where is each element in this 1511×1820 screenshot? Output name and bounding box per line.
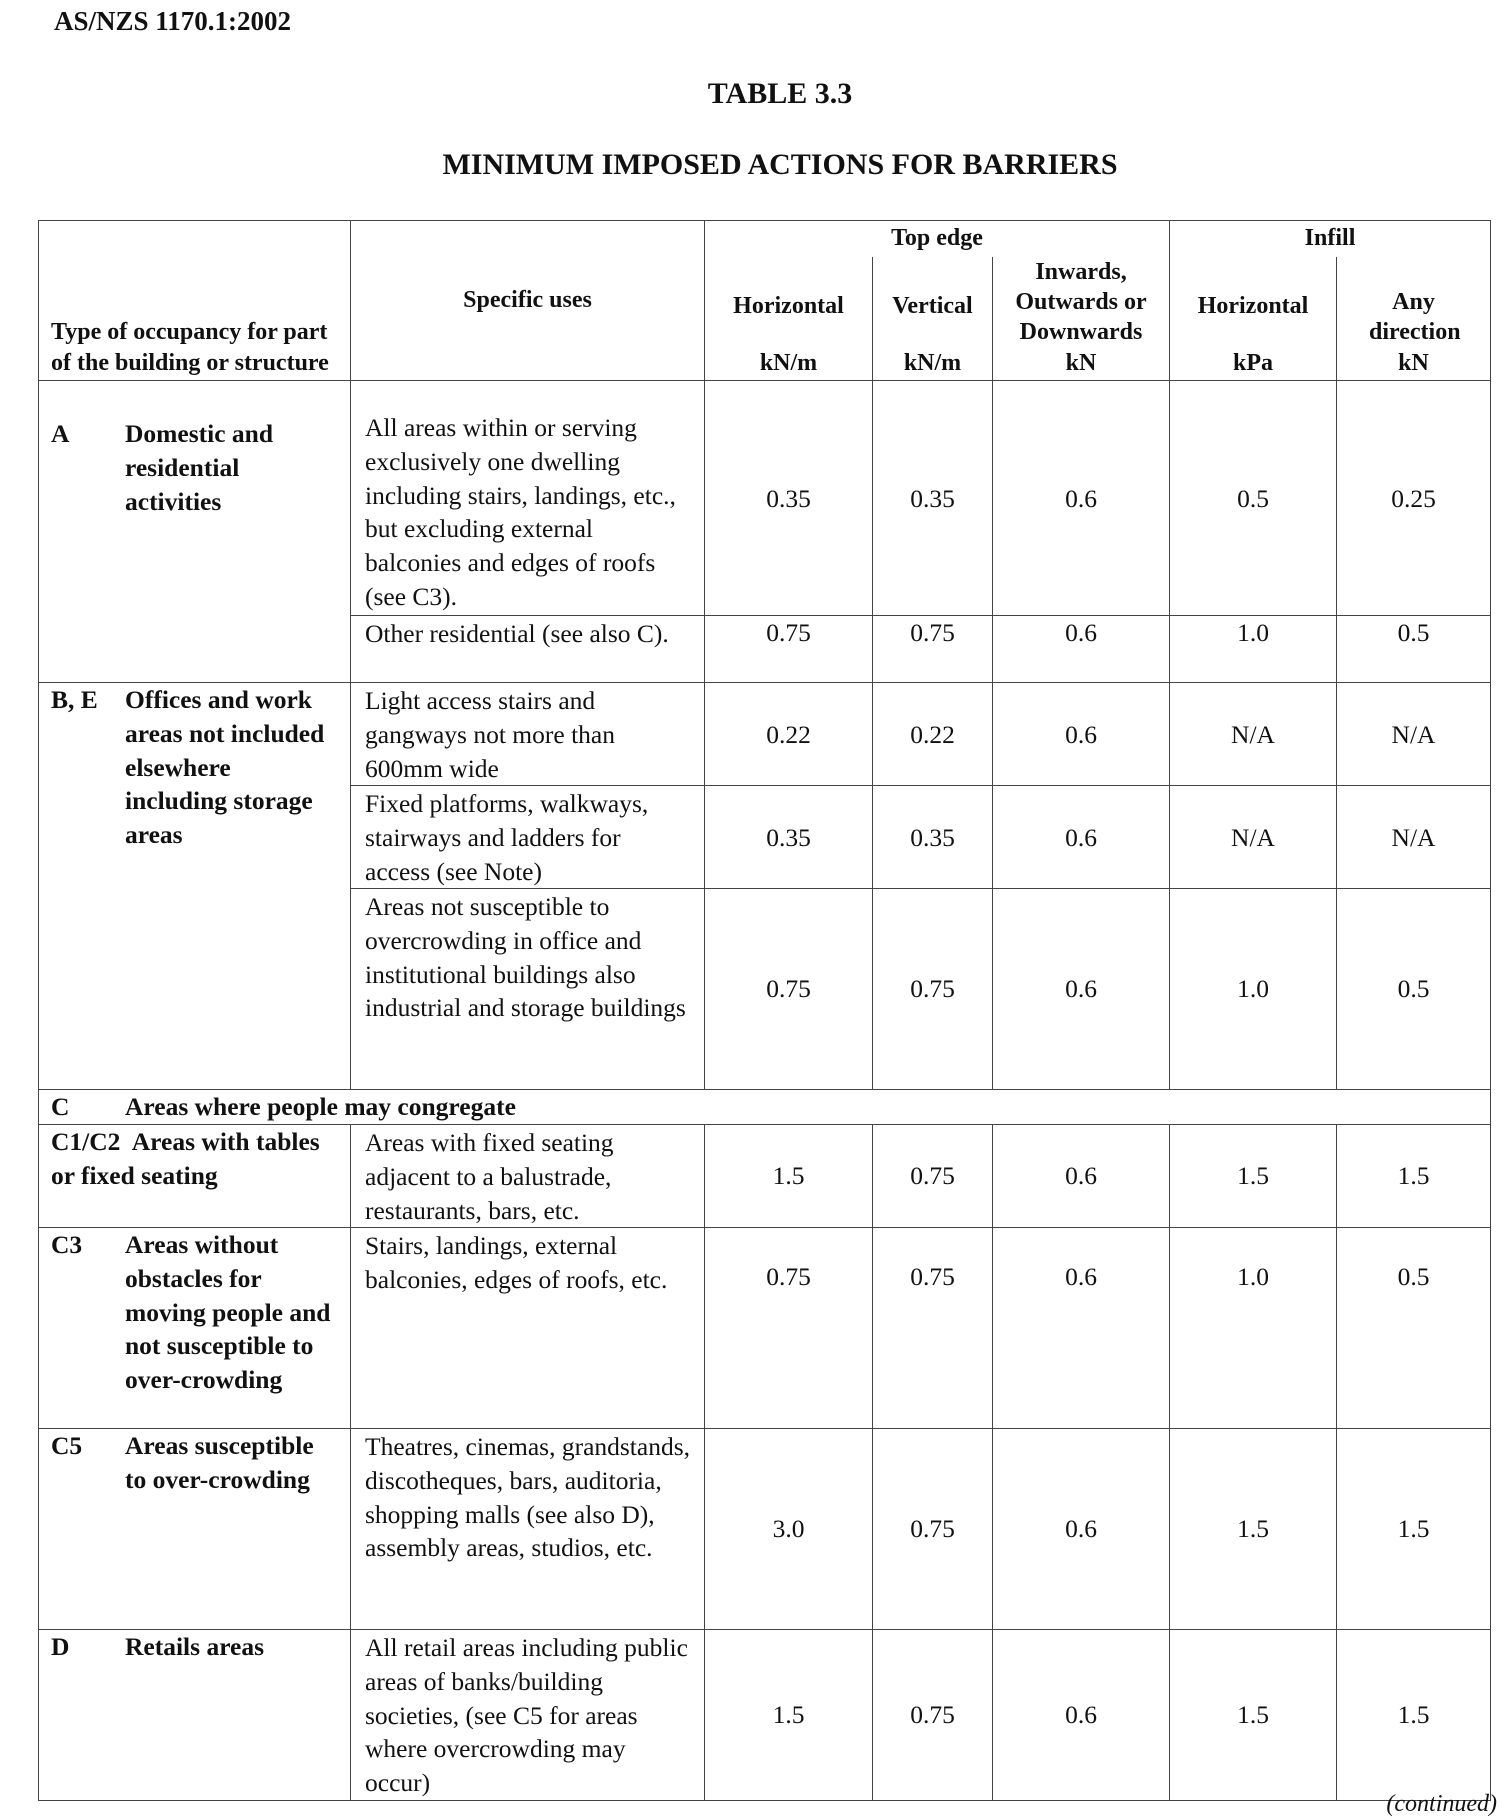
value-top-vertical: 0.22 — [873, 683, 993, 786]
table-row — [39, 683, 1491, 786]
table-row — [39, 1228, 1491, 1429]
header-infill-horizontal: Horizontal kPa — [1170, 257, 1337, 381]
specific-use: Fixed platforms, walkways, stairways and ladders for access (see Note) — [351, 786, 705, 889]
value-top-vertical: 0.75 — [873, 1125, 993, 1228]
value-inwards-outwards: 0.6 — [993, 1630, 1170, 1800]
value-infill-any: N/A — [1337, 683, 1491, 786]
value-infill-any: 1.5 — [1337, 1125, 1491, 1228]
value-inwards-outwards: 0.6 — [993, 1125, 1170, 1228]
header-occupancy: Type of occupancy for part of the building or structure — [39, 221, 351, 381]
value-infill-horizontal: N/A — [1170, 683, 1337, 786]
value-inwards-outwards: 0.6 — [993, 616, 1170, 683]
header-inwards-outwards: Inwards, Outwards or Downwards kN — [993, 257, 1170, 381]
value-infill-horizontal: 1.0 — [1170, 1228, 1337, 1429]
occupancy-group-c3: C3 Areas without obstacles for moving people and not susceptible to over-crowding — [39, 1228, 351, 1429]
table-number: TABLE 3.3 — [707, 77, 853, 110]
value-top-vertical: 0.75 — [873, 1429, 993, 1630]
value-top-horizontal: 1.5 — [705, 1630, 873, 1800]
table-row — [39, 1125, 1491, 1228]
table-row — [39, 1090, 1491, 1125]
specific-use: Stairs, landings, external balconies, edges of roofs, etc. — [351, 1228, 705, 1429]
barrier-actions-table — [38, 220, 1491, 1801]
header-top-horizontal: Horizontal kN/m — [705, 257, 873, 381]
specific-use: Light access stairs and gangways not more than 600mm wide — [351, 683, 705, 786]
standard-reference: AS/NZS 1170.1:2002 — [54, 6, 292, 36]
value-infill-horizontal: N/A — [1170, 786, 1337, 889]
specific-use: All retail areas including public areas of banks/building societies, (see C5 for areas where overcrowding may occur) — [351, 1630, 705, 1800]
value-top-horizontal: 0.22 — [705, 683, 873, 786]
occupancy-group-c1c2: C1/C2 Areas with tables or fixed seating — [39, 1125, 351, 1228]
occupancy-group-a: A Domestic and residential activities — [39, 381, 351, 683]
table-row — [39, 1630, 1491, 1800]
header-top-vertical: Vertical kN/m — [873, 257, 993, 381]
value-infill-horizontal: 1.0 — [1170, 889, 1337, 1090]
specific-use: Other residential (see also C). — [351, 616, 705, 683]
continued-note: (continued) — [1386, 1791, 1497, 1817]
value-top-horizontal: 0.75 — [705, 889, 873, 1090]
header-infill: Infill — [1170, 221, 1491, 257]
table-title: MINIMUM IMPOSED ACTIONS FOR BARRIERS — [442, 148, 1118, 181]
value-top-horizontal: 0.75 — [705, 616, 873, 683]
occupancy-group-c5: C5 Areas susceptible to over-crowding — [39, 1429, 351, 1630]
occupancy-group-d: D Retails areas — [39, 1630, 351, 1800]
value-inwards-outwards: 0.6 — [993, 889, 1170, 1090]
value-top-vertical: 0.35 — [873, 381, 993, 616]
value-top-vertical: 0.75 — [873, 1228, 993, 1429]
value-infill-any: 0.5 — [1337, 1228, 1491, 1429]
value-top-vertical: 0.75 — [873, 616, 993, 683]
value-top-horizontal: 1.5 — [705, 1125, 873, 1228]
table-row — [39, 1429, 1491, 1630]
value-infill-any: 0.5 — [1337, 889, 1491, 1090]
table-row — [39, 381, 1491, 616]
value-inwards-outwards: 0.6 — [993, 1228, 1170, 1429]
value-infill-any: N/A — [1337, 786, 1491, 889]
value-infill-any: 0.5 — [1337, 616, 1491, 683]
value-top-vertical: 0.75 — [873, 1630, 993, 1800]
value-infill-any: 1.5 — [1337, 1429, 1491, 1630]
value-inwards-outwards: 0.6 — [993, 786, 1170, 889]
value-infill-horizontal: 1.5 — [1170, 1125, 1337, 1228]
value-infill-any: 1.5 — [1337, 1630, 1491, 1800]
value-infill-horizontal: 1.0 — [1170, 616, 1337, 683]
value-infill-horizontal: 1.5 — [1170, 1429, 1337, 1630]
occupancy-group-be: B, E Offices and work areas not included elsewhere including storage areas — [39, 683, 351, 1090]
value-top-horizontal: 0.75 — [705, 1228, 873, 1429]
value-infill-any: 0.25 — [1337, 381, 1491, 616]
specific-use: Areas with fixed seating adjacent to a balustrade, restaurants, bars, etc. — [351, 1125, 705, 1228]
value-inwards-outwards: 0.6 — [993, 683, 1170, 786]
value-inwards-outwards: 0.6 — [993, 381, 1170, 616]
value-top-vertical: 0.35 — [873, 786, 993, 889]
value-top-vertical: 0.75 — [873, 889, 993, 1090]
header-any-direction: Any direction kN — [1337, 257, 1491, 381]
value-infill-horizontal: 0.5 — [1170, 381, 1337, 616]
value-top-horizontal: 0.35 — [705, 786, 873, 889]
specific-use: All areas within or serving exclusively one dwelling including stairs, landings, etc., but excluding external balconies and edges of roofs (see C3). — [351, 381, 705, 616]
header-specific-uses: Specific uses — [351, 221, 705, 381]
value-inwards-outwards: 0.6 — [993, 1429, 1170, 1630]
specific-use: Theatres, cinemas, grandstands, discotheques, bars, auditoria, shopping malls (see also D), assembly areas, studios, etc. — [351, 1429, 705, 1630]
value-top-horizontal: 0.35 — [705, 381, 873, 616]
specific-use: Areas not susceptible to overcrowding in office and institutional buildings also industrial and storage buildings — [351, 889, 705, 1090]
occupancy-group-c: C Areas where people may congregate — [39, 1090, 1491, 1125]
header-top-edge: Top edge — [705, 221, 1170, 257]
value-infill-horizontal: 1.5 — [1170, 1630, 1337, 1800]
value-top-horizontal: 3.0 — [705, 1429, 873, 1630]
